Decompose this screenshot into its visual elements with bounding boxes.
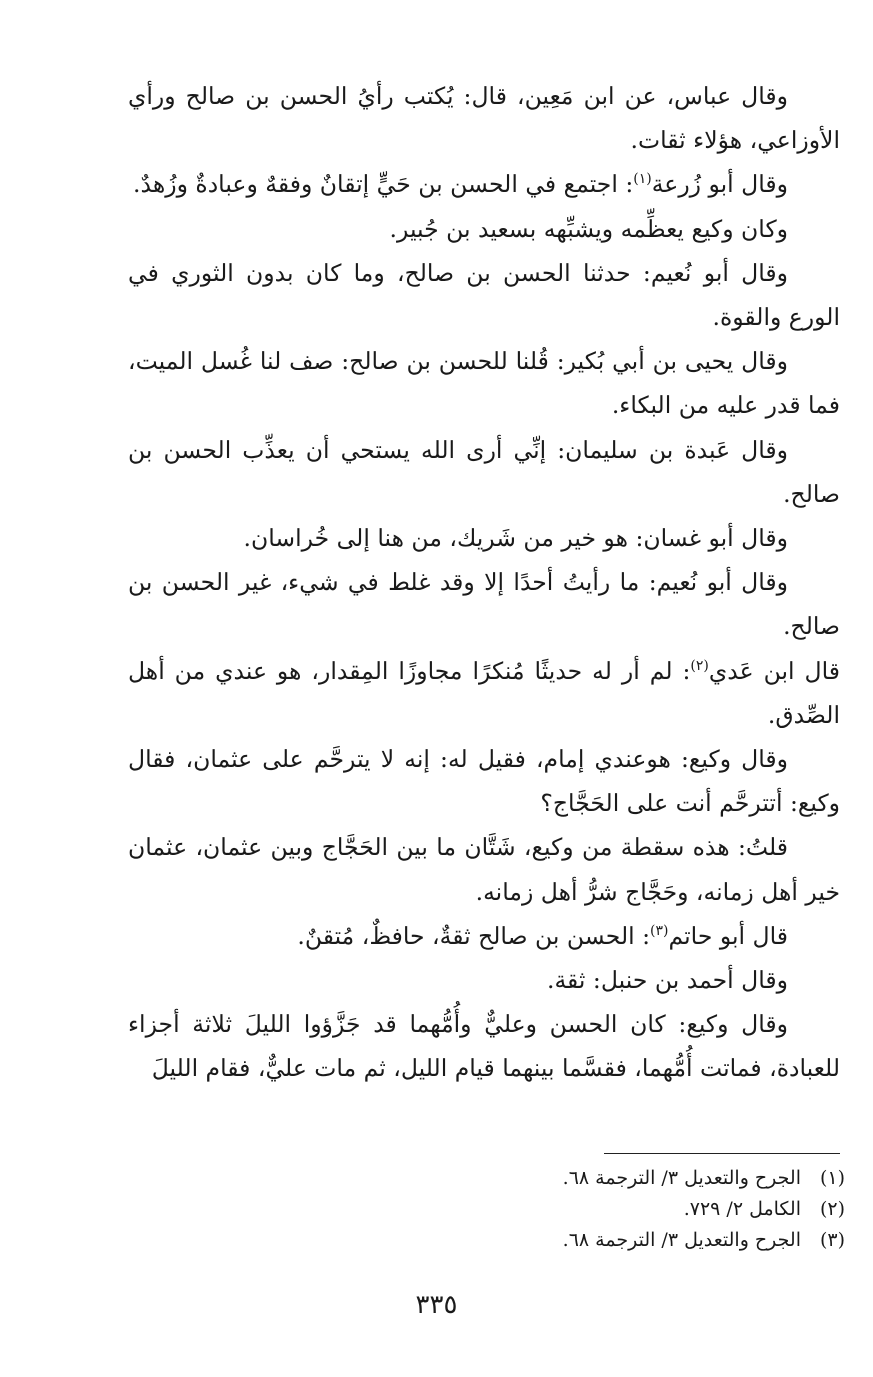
- paragraph-yahya: وقال يحيى بن أبي بُكير: قُلنا للحسن بن صالح: صف لنا غُسل الميت، فما قدر عليه من البكاء.: [128, 347, 840, 420]
- footnote-1: [300, 1163, 845, 1194]
- footnote-text: الجرح والتعديل ٣/ الترجمة ٦٨.: [562, 1167, 801, 1189]
- paragraph-abu-hatim: قال أبو حاتم$^{(٣)}$: الحسن بن صالح ثقةٌ، حافظٌ، مُتقنٌ.: [297, 921, 788, 950]
- page-number: ٣٣٥: [415, 1290, 458, 1320]
- paragraph-abu-zura: وقال أبو زُرعة$^{(١)}$: اجتمع في الحسن بن حَيٍّ إتقانٌ وفقهٌ وعبادةٌ وزُهدٌ.: [133, 170, 788, 199]
- footnote-text: الكامل ٢/ ٧٢٩.: [683, 1198, 801, 1220]
- paragraph-abbas: وقال عباس، عن ابن مَعِين، قال: يُكتب رأيُ الحسن بن صالح ورأي الأوزاعي، هؤلاء ثقات.: [128, 82, 840, 155]
- paragraph-abu-ghassan: وقال أبو غسان: هو خير من شَريك، من هنا إلى خُراسان.: [243, 524, 788, 553]
- footnote-2: [300, 1194, 845, 1225]
- paragraph-abda: وقال عَبدة بن سليمان: إنِّي أرى الله يستحي أن يعذِّب الحسن بن صالح.: [128, 435, 840, 508]
- paragraph-waki-3: وقال وكيع: كان الحسن وعليٌّ وأُمُّهما قد جَزَّؤوا الليلَ ثلاثة أجزاء للعبادة، فماتت أُمُّهما، فقسَّما بينهما قيام الليل، ثم مات عليٌّ، فقام الليلَ: [128, 1010, 840, 1083]
- paragraph-abu-nuaym-2: وقال أبو نُعيم: ما رأيتُ أحدًا إلا وقد غلط في شيء، غير الحسن بن صالح.: [128, 568, 840, 641]
- footnote-ref-2: (٢): [690, 657, 709, 674]
- footnote-ref-1: (١): [633, 171, 652, 188]
- footnote-number: (١): [819, 1167, 845, 1189]
- footnote-separator: [604, 1153, 840, 1154]
- footnote-ref-3: (٣): [650, 923, 669, 940]
- footnote-text: الجرح والتعديل ٣/ الترجمة ٦٨.: [562, 1229, 801, 1251]
- paragraph-waki-1: وكان وكيع يعظِّمه ويشبِّهه بسعيد بن جُبير.: [389, 214, 788, 243]
- footnote-number: (٣): [819, 1229, 845, 1251]
- paragraph-ahmad: وقال أحمد بن حنبل: ثقة.: [546, 966, 788, 995]
- paragraph-waki-2: وقال وكيع: هوعندي إمام، فقيل له: إنه لا يترحَّم على عثمان، فقال وكيع: أتترحَّم أنت على الحَجَّاج؟: [128, 745, 840, 818]
- footnote-number: (٢): [819, 1198, 845, 1220]
- paragraph-abu-nuaym-1: وقال أبو نُعيم: حدثنا الحسن بن صالح، وما كان بدون الثوري في الورع والقوة.: [128, 258, 840, 332]
- footnote-3: [300, 1225, 845, 1256]
- main-text: [128, 74, 840, 1091]
- paragraph-author-note: قلتُ: هذه سقطة من وكيع، شَتَّان ما بين الحَجَّاج وبين عثمان، عثمان خير أهل زمانه، وحَجَّاج شرُّ أهل زمانه.: [128, 833, 840, 906]
- paragraph-ibn-adi: قال ابن عَدي$^{(٢)}$: لم أر له حديثًا مُنكرًا مجاوزًا المِقدار، هو عندي من أهل الصِّدق.: [128, 656, 840, 729]
- footnotes: [300, 1163, 845, 1256]
